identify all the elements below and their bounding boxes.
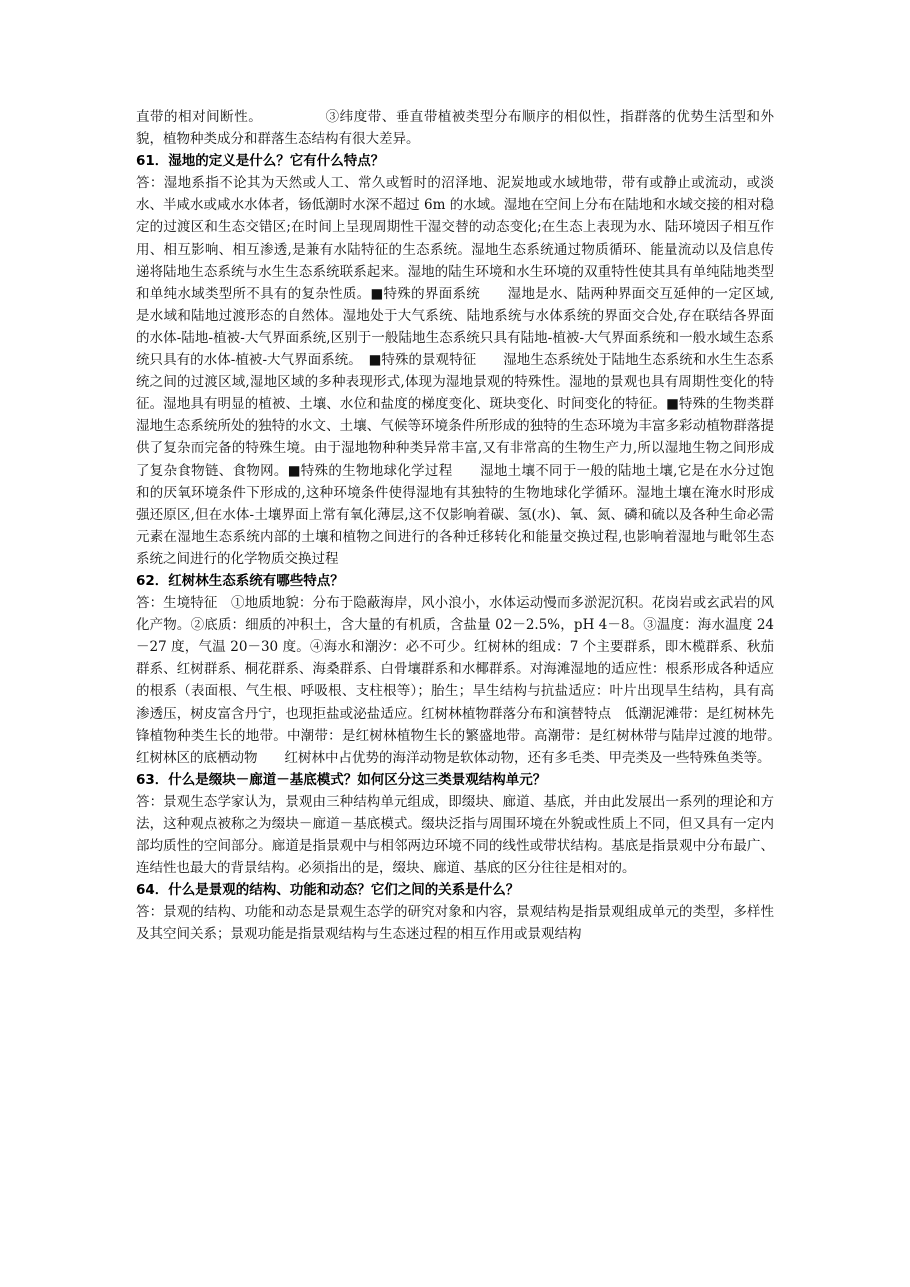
question-heading-61: 61．湿地的定义是什么？它有什么特点？ — [136, 153, 385, 170]
intro-paragraph: 直带的相对间断性。 ③纬度带、垂直带植被类型分布顺序的相似性，指群落的优势生活型和外貌，植物种类成分和群落生态结构有很大差异。 — [136, 109, 774, 148]
question-heading-62: 62．红树林生态系统有哪些特点？ — [136, 572, 344, 589]
answer-paragraph-64: 答：景观的结构、功能和动态是景观生态学的研究对象和内容，景观结构是指景观组成单元的类型，多样性及其空间关系；景观功能是指景观结构与生态迷过程的相互作用或景观结构 — [136, 904, 774, 943]
answer-paragraph-62: 答：生境特征 ①地质地貌：分布于隐蔽海岸，风小浪小，水体运动慢而多淤泥沉积。花岗岩或玄武岩的风化产物。②底质：细质的冲积土，含大量的有机质，含盐量 02－2.5%，pH 4－8。③温度：海水温度 24－27 度，气温 20－30 度。④海水和潮汐：必不可少。红树林的组成：7 个主要群系，即木榄群系、秋茄群系、红树群系、桐花群系、海桑群系、白骨壤群系和水椰群系。对海滩湿地的适应性：根系形成各种适应的根系（表面根、气生根、呼吸根、支柱根等）；胎生；旱生结构与抗盐适应：叶片出现旱生结构，具有高渗透压，树皮富含丹宁，也现拒盐或泌盐适应。红树林植物群落分布和演替特点 低潮泥滩带：是红树林先锋植物种类生长的地带。中潮带：是红树林植物生长的繁盛地带。高潮带：是红树林带与陆岸过渡的地带。 红树林区的底栖动物 红树林中占优势的海洋动物是软体动物，还有多毛类、甲壳类及一些特殊鱼类等。 — [136, 595, 788, 766]
document-page — [136, 106, 801, 946]
answer-paragraph-61: 答：湿地系指不论其为天然或人工、常久或暂时的沼泽地、泥炭地或水域地带，带有或静止或流动，或淡水、半咸水或咸水水体者，钖低潮时水深不超过 6m 的水域。湿地在空间上分布在陆地和水域交接的相对稳定的过渡区和生态交错区;在时间上呈现周期性干湿交替的动态变化;在生态上表现为水、陆环境因子相互作用、相互影响、相互渗透,是兼有水陆特征的生态系统。湿地生态系统通过物质循环、能量流动以及信息传递将陆地生态系统与水生生态系统联系起来。湿地的陆生环境和水生环境的双重特性使其具有单纯陆地类型和单纯水域类型所不具有的复杂性质。■特殊的界面系统 湿地是水、陆两种界面交互延伸的一定区域,是水域和陆地过渡形态的自然体。湿地处于大气系统、陆地系统与水体系统的界面交合处,存在联结各界面的水体-陆地-植被-大气界面系统,区别于一般陆地生态系统只具有陆地-植被-大气界面系统和一般水域生态系统只具有的水体-植被-大气界面系统。 ■特殊的景观特征 湿地生态系统处于陆地生态系统和水生生态系统之间的过渡区域,湿地区域的多种表现形式,体现为湿地景观的特殊性。湿地的景观也具有周期性变化的特征。湿地具有明显的植被、土壤、水位和盐度的梯度变化、斑块变化、时间变化的特征。■特殊的生物类群 湿地生态系统所处的独特的水文、土壤、气候等环境条件所形成的独特的生态环境为丰富多彩动植物群落提供了复杂而完备的特殊生境。由于湿地物种种类异常丰富,又有非常高的生物生产力,所以湿地生物之间形成了复杂食物链、食物网。■特殊的生物地球化学过程 湿地土壤不同于一般的陆地土壤,它是在水分过饱和的厌氧环境条件下形成的,这种环境条件使得湿地有其独特的生物地球化学循环。湿地土壤在淹水时形成强还原区,但在水体-土壤界面上常有氧化薄层,这不仅影响着碳、氢(水)、氧、氮、磷和硫以及各种生命必需元素在湿地生态系统内部的土壤和植物之间进行的各种迁移转化和能量交换过程,也影响着湿地与毗邻生态系统之间进行的化学物质交换过程 — [136, 175, 801, 567]
question-heading-64: 64．什么是景观的结构、功能和动态？它们之间的关系是什么？ — [136, 882, 520, 899]
answer-paragraph-63: 答：景观生态学家认为，景观由三种结构单元组成，即缀块、廊道、基底，并由此发展出一系列的理论和方法，这种观点被称之为缀块－廊道－基底模式。缀块泛指与周围环境在外貌或性质上不同，但又具有一定内部均质性的空间部分。廊道是指景观中与相邻两边环境不同的线性或带状结构。基底是指景观中分布最广、连结性也最大的背景结构。必须指出的是，缀块、廊道、基底的区分往往是相对的。 — [136, 793, 774, 877]
question-heading-63: 63．什么是缀块－廊道－基底模式？如何区分这三类景观结构单元？ — [136, 771, 547, 788]
